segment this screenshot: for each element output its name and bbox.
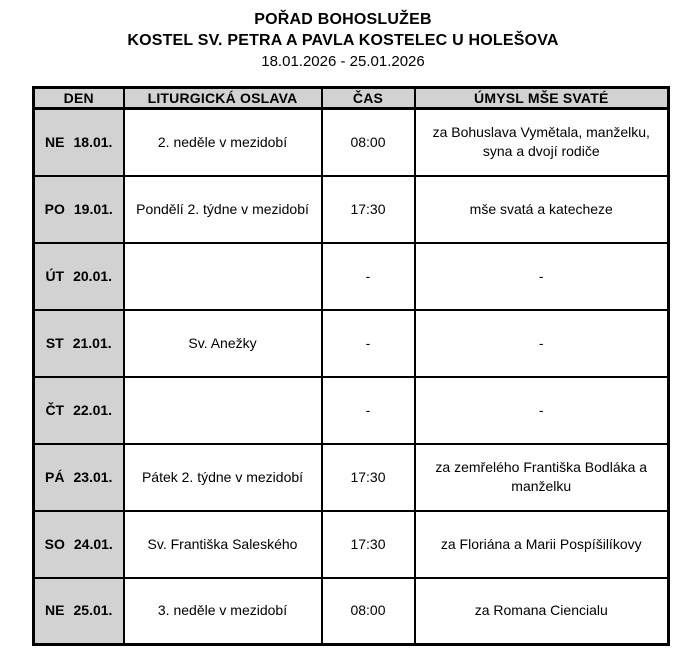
day-cell [34,578,124,645]
day-cell [34,444,124,511]
intention-cell: za Bohuslava Vymětala, manželku, syna a dvojí rodiče [415,109,669,176]
day-cell [34,377,124,444]
feast-cell [124,377,322,444]
day-cell [34,176,124,243]
day-cell [34,243,124,310]
date-range: 18.01.2026 - 25.01.2026 [261,53,425,70]
document-header [0,0,686,72]
column-header-intention: ÚMYSL MŠE SVATÉ [415,88,669,109]
table-row [34,377,669,444]
table-row [34,511,669,578]
intention-cell: za Romana Ciencialu [415,578,669,645]
feast-cell: Pátek 2. týdne v mezidobí [124,444,322,511]
day-abbr: SO [44,535,65,552]
time-cell: - [322,377,415,444]
day-date: 23.01. [73,468,113,485]
day-abbr: PO [44,200,65,217]
day-date: 25.01. [73,602,113,619]
time-cell: 08:00 [322,578,415,645]
header-row [34,88,669,109]
day-abbr: ÚT [45,267,65,284]
table-header [34,88,669,109]
day-cell [34,511,124,578]
page-title: POŘAD BOHOSLUŽEB [254,11,432,28]
day-cell [34,109,124,176]
day-date: 21.01. [72,334,112,351]
table-body [34,109,669,645]
table-row [34,243,669,310]
time-cell: 08:00 [322,109,415,176]
day-abbr: PÁ [45,468,65,485]
intention-cell: - [415,310,669,377]
day-abbr: NE [45,133,65,150]
column-header-liturgy: LITURGICKÁ OSLAVA [124,88,322,109]
day-abbr: ČT [45,401,65,418]
feast-cell [124,243,322,310]
day-abbr: ST [45,334,64,351]
intention-cell: - [415,377,669,444]
table-row [34,176,669,243]
day-date: 18.01. [73,133,113,150]
feast-cell: Sv. Františka Saleského [124,511,322,578]
feast-cell: Pondělí 2. týdne v mezidobí [124,176,322,243]
feast-cell: Sv. Anežky [124,310,322,377]
time-cell: - [322,243,415,310]
day-abbr: NE [45,602,65,619]
time-cell: 17:30 [322,444,415,511]
table-row [34,578,669,645]
intention-cell: za zemřelého Františka Bodláka a manželku [415,444,669,511]
schedule-table [32,86,670,646]
time-cell: 17:30 [322,511,415,578]
page-subtitle: KOSTEL SV. PETRA A PAVLA KOSTELEC U HOLEŠOVA [127,32,559,49]
table-row [34,310,669,377]
day-date: 19.01. [73,200,113,217]
table-row [34,109,669,176]
day-cell [34,310,124,377]
intention-cell: mše svatá a katecheze [415,176,669,243]
feast-cell: 3. neděle v mezidobí [124,578,322,645]
column-header-day: DEN [34,88,124,109]
table-row [34,444,669,511]
feast-cell: 2. neděle v mezidobí [124,109,322,176]
time-cell: - [322,310,415,377]
day-date: 24.01. [73,535,113,552]
time-cell: 17:30 [322,176,415,243]
day-date: 22.01. [73,401,113,418]
intention-cell: - [415,243,669,310]
intention-cell: za Floriána a Marii Pospíšilíkovy [415,511,669,578]
day-date: 20.01. [73,267,113,284]
column-header-time: ČAS [322,88,415,109]
